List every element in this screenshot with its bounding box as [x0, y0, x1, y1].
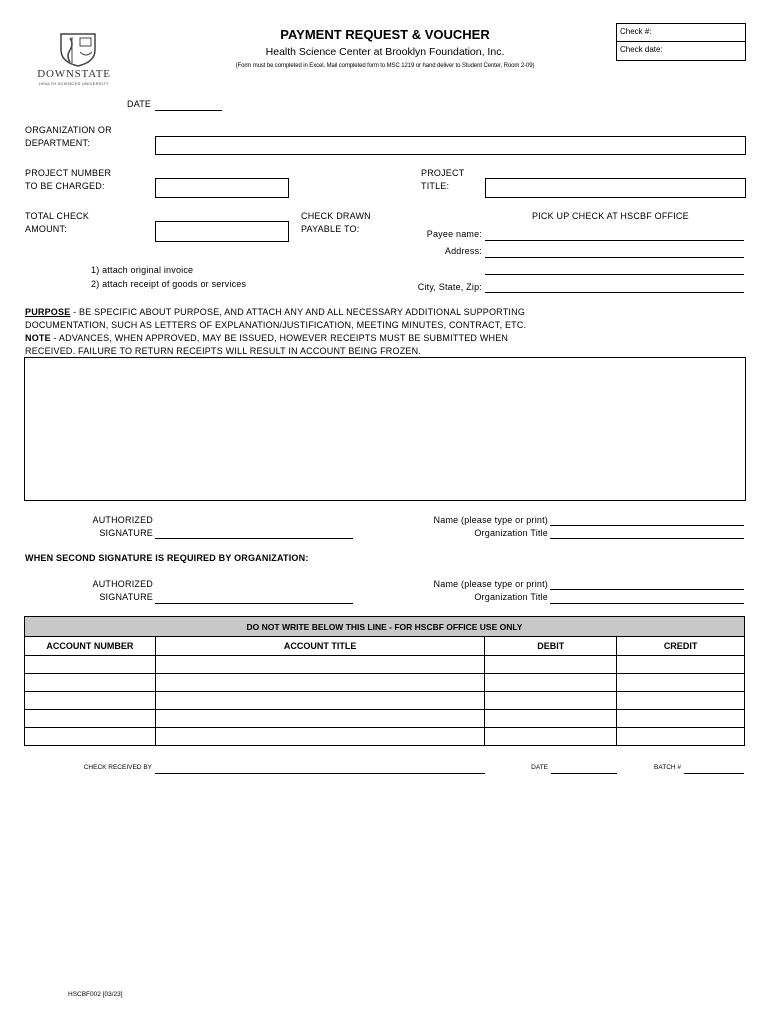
organization-field[interactable] — [155, 136, 746, 155]
table-cell[interactable] — [25, 728, 156, 746]
org-title-label-2: Organization Title — [474, 592, 548, 602]
table-cell[interactable] — [617, 710, 745, 728]
table-cell[interactable] — [485, 656, 617, 674]
attach-receipt-note: 2) attach receipt of goods or services — [91, 279, 247, 289]
table-cell[interactable] — [155, 728, 484, 746]
check-number-field[interactable] — [616, 23, 746, 43]
logo-tagline: HEALTH SCIENCES UNIVERSITY — [39, 81, 109, 86]
table-row — [25, 728, 745, 746]
table-cell[interactable] — [617, 656, 745, 674]
total-check-label-1: TOTAL CHECK — [25, 211, 90, 221]
table-cell[interactable] — [485, 710, 617, 728]
date-line[interactable] — [155, 110, 222, 111]
project-number-label-2: TO BE CHARGED: — [25, 181, 105, 191]
table-row — [25, 710, 745, 728]
col-account-number: ACCOUNT NUMBER — [25, 637, 156, 656]
project-number-label-1: PROJECT NUMBER — [25, 168, 112, 178]
payee-name-line[interactable] — [485, 240, 744, 241]
name-label-2: Name (please type or print) — [433, 579, 548, 589]
table-cell[interactable] — [25, 710, 156, 728]
table-header-row — [25, 637, 745, 656]
table-cell[interactable] — [617, 674, 745, 692]
downstate-logo — [28, 30, 120, 90]
authorized-label-2: AUTHORIZED — [92, 579, 153, 589]
name-label-1: Name (please type or print) — [433, 515, 548, 525]
table-cell[interactable] — [617, 728, 745, 746]
city-state-zip-line[interactable] — [485, 292, 744, 293]
date-label: DATE — [127, 99, 152, 109]
purpose-line-4: RECEIVED. FAILURE TO RETURN RECEIPTS WILL RESULT IN ACCOUNT BEING FROZEN. — [25, 346, 422, 356]
name-line-2[interactable] — [550, 589, 744, 590]
office-use-banner: DO NOT WRITE BELOW THIS LINE - FOR HSCBF OFFICE USE ONLY — [25, 617, 745, 637]
attach-invoice-note: 1) attach original invoice — [91, 265, 194, 275]
office-use-banner-row — [25, 617, 745, 637]
table-cell[interactable] — [25, 692, 156, 710]
payee-name-label: Payee name: — [426, 229, 482, 239]
check-drawn-label-1: CHECK DRAWN — [301, 211, 371, 221]
signature-line-1[interactable] — [155, 538, 353, 539]
check-drawn-label-2: PAYABLE TO: — [301, 224, 360, 234]
authorized-label-1: AUTHORIZED — [92, 515, 153, 525]
shield-icon — [58, 32, 98, 68]
org-title-line-2[interactable] — [550, 603, 744, 604]
logo-name: DOWNSTATE — [37, 68, 111, 80]
form-instructions: (Form must be completed in Excel. Mail completed form to MSC 1219 or hand deliver to Student Center, Room 2-09) — [235, 63, 535, 69]
total-check-amount-field[interactable] — [155, 221, 289, 242]
table-cell[interactable] — [485, 674, 617, 692]
purpose-line-1 — [25, 307, 525, 317]
check-number-label: Check #: — [620, 27, 652, 36]
col-debit: DEBIT — [485, 637, 617, 656]
note-word: NOTE — [25, 333, 51, 343]
address-line-1[interactable] — [485, 257, 744, 258]
table-cell[interactable] — [25, 674, 156, 692]
batch-label: BATCH # — [654, 764, 681, 771]
table-cell[interactable] — [485, 728, 617, 746]
table-cell[interactable] — [155, 692, 484, 710]
signature-line-2[interactable] — [155, 603, 353, 604]
table-cell[interactable] — [155, 674, 484, 692]
table-row — [25, 656, 745, 674]
batch-line[interactable] — [684, 773, 744, 774]
purpose-text-1: - BE SPECIFIC ABOUT PURPOSE, AND ATTACH ANY AND ALL NECESSARY ADDITIONAL SUPPORTING — [70, 307, 526, 317]
col-account-title: ACCOUNT TITLE — [155, 637, 484, 656]
city-state-zip-label: City, State, Zip: — [417, 282, 482, 292]
table-cell[interactable] — [155, 710, 484, 728]
received-date-line[interactable] — [551, 773, 617, 774]
org-title-label-1: Organization Title — [474, 528, 548, 538]
org-title-line-1[interactable] — [550, 538, 744, 539]
pickup-note: PICK UP CHECK AT HSCBF OFFICE — [532, 211, 689, 221]
col-credit: CREDIT — [617, 637, 745, 656]
check-date-field[interactable] — [616, 41, 746, 61]
purpose-text-3: - ADVANCES, WHEN APPROVED, MAY BE ISSUED, HOWEVER RECEIPTS MUST BE SUBMITTED WHEN — [50, 333, 509, 343]
organization-label-2: DEPARTMENT: — [25, 138, 90, 148]
table-cell[interactable] — [485, 692, 617, 710]
check-received-by-label: CHECK RECEIVED BY — [83, 764, 152, 771]
project-title-label-2: TITLE: — [421, 181, 450, 191]
project-title-label-1: PROJECT — [421, 168, 465, 178]
table-row — [25, 692, 745, 710]
check-received-by-line[interactable] — [155, 773, 485, 774]
form-title: PAYMENT REQUEST & VOUCHER — [280, 27, 490, 42]
total-check-label-2: AMOUNT: — [25, 224, 67, 234]
purpose-line-2: DOCUMENTATION, SUCH AS LETTERS OF EXPLANATION/JUSTIFICATION, MEETING MINUTES, CONTRACT, ETC. — [25, 320, 527, 330]
form-code: HSCBF002 [03/23] — [68, 991, 123, 998]
signature-label-2: SIGNATURE — [99, 592, 153, 602]
project-title-field[interactable] — [485, 178, 746, 198]
form-subtitle: Health Science Center at Brooklyn Foundation, Inc. — [265, 46, 505, 58]
signature-label-1: SIGNATURE — [99, 528, 153, 538]
address-label: Address: — [444, 246, 482, 256]
address-line-2[interactable] — [485, 274, 744, 275]
purpose-textarea[interactable] — [24, 357, 746, 501]
check-date-label: Check date: — [620, 45, 663, 54]
project-number-field[interactable] — [155, 178, 289, 198]
purpose-line-3 — [25, 333, 508, 343]
second-signature-heading: WHEN SECOND SIGNATURE IS REQUIRED BY ORGANIZATION: — [25, 553, 309, 563]
table-cell[interactable] — [25, 656, 156, 674]
office-use-table — [24, 616, 745, 746]
organization-label-1: ORGANIZATION OR — [25, 125, 112, 135]
table-row — [25, 674, 745, 692]
purpose-word: PURPOSE — [25, 307, 71, 317]
table-cell[interactable] — [617, 692, 745, 710]
table-cell[interactable] — [155, 656, 484, 674]
received-date-label: DATE — [531, 764, 548, 771]
name-line-1[interactable] — [550, 525, 744, 526]
